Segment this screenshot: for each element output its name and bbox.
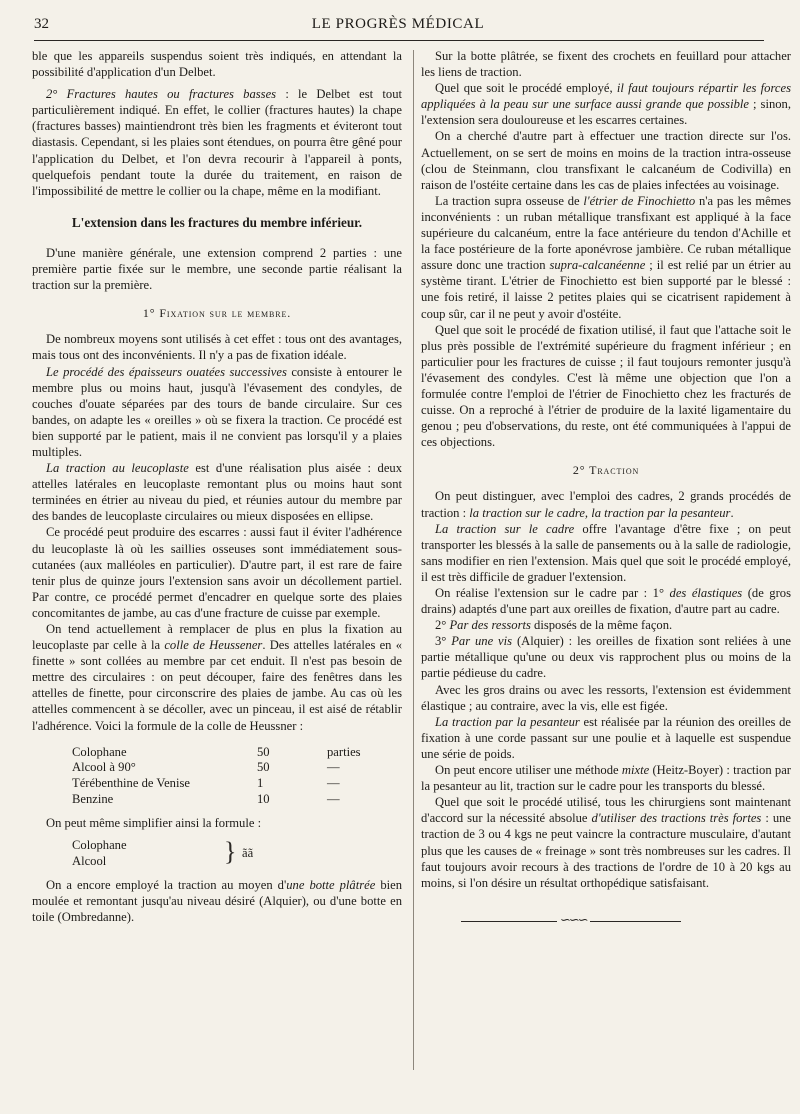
paragraph-text: On peut encore utiliser une méthode bbox=[435, 763, 622, 778]
paragraph bbox=[32, 460, 402, 524]
ingredient-unit: — bbox=[327, 792, 340, 807]
emphasis: d'utiliser des tractions très fortes bbox=[591, 811, 762, 826]
emphasis: la traction sur le cadre, la traction par la pesanteur bbox=[469, 505, 731, 520]
emphasis: Par une vis bbox=[451, 634, 513, 649]
paragraph-text: 3° bbox=[435, 634, 452, 649]
ingredient-qty: 50 bbox=[257, 760, 270, 775]
paragraph-text: est d'une réalisation plus aisée : deux attelles latérales en leucoplaste remontant plus ou moins haut sont terminées en étrier au niveau du pied, et réunies autour du membre par des bandes de leucoplaste circulaires ou mieux disposées en ellipse. bbox=[32, 461, 403, 524]
ingredient-unit: — bbox=[327, 776, 340, 791]
paragraph-text: On peut distinguer, avec l'emploi des cadres, 2 grands procédés de traction : bbox=[421, 489, 791, 520]
header-rule bbox=[34, 40, 764, 41]
emphasis: l'étrier de Finochietto bbox=[583, 193, 696, 208]
paragraph-text: disposés de la même façon. bbox=[530, 618, 673, 633]
emphasis: supra-calcanéenne bbox=[549, 258, 646, 273]
recipe-row bbox=[72, 759, 402, 775]
emphasis: des élastiques bbox=[669, 586, 743, 600]
ornament-flourish: ∽∽∽ bbox=[557, 912, 590, 928]
column-separator bbox=[413, 50, 414, 1070]
emphasis: La traction sur le cadre bbox=[435, 521, 575, 536]
right-column bbox=[421, 48, 791, 927]
paragraph bbox=[32, 364, 402, 461]
ingredient-name: Benzine bbox=[72, 792, 114, 807]
paragraph: On peut même simplifier ainsi la formule : bbox=[46, 815, 262, 830]
ingredient-name: Alcool bbox=[72, 853, 107, 868]
emphasis: La traction au leucoplaste bbox=[46, 461, 189, 476]
ingredient-qty: 1 bbox=[257, 776, 264, 791]
recipe-table bbox=[72, 744, 402, 807]
emphasis: mixte bbox=[621, 763, 650, 778]
paragraph bbox=[421, 521, 791, 585]
paragraph bbox=[32, 621, 402, 734]
brace-glyph: } bbox=[224, 836, 237, 866]
ingredient-name: Térébenthine de Venise bbox=[72, 776, 190, 791]
paragraph-text: (Alquier) : les oreilles de fixation sont reliées à une partie métallique qu'une ou deux vis rapprochent plus ou moins de la partie pédieuse du cadre. bbox=[421, 634, 791, 681]
emphasis: colle de Heussener bbox=[164, 638, 263, 653]
recipe-row bbox=[72, 744, 402, 760]
ingredient-qty: 10 bbox=[257, 792, 270, 807]
paragraph: ble que les appareils suspendus soient très indiqués, en attendant la possibilité d'application d'un Delbet. bbox=[32, 49, 402, 80]
paragraph-text: Quel que soit le procédé employé, bbox=[435, 81, 617, 96]
emphasis: une botte plâtrée bbox=[286, 877, 376, 892]
emphasis: Le procédé des épaisseurs ouatées successives bbox=[46, 364, 287, 379]
paragraph-text: (de gros drains) adaptés d'une part aux oreilles de fixation, d'autre part au cadre. bbox=[421, 586, 791, 617]
paragraph-text: bien moulée et remontant jusqu'au niveau désiré (Alquier), ou d'une botte en toile (Ombredanne). bbox=[32, 877, 403, 924]
paragraph-text: : une traction de 3 ou 4 kgs ne peut vaincre la contracture musculaire, d'autant plus que les causes de « freinage » sont très nombreuses sur les cadres. Il faut toujours avoir recours à des tractions de l'ordre de 10 à 20 kgs au moins, si l'on désire un résultat orthopédique satisfaisant. bbox=[421, 811, 792, 890]
equal-parts-mark: ãã bbox=[242, 845, 254, 860]
paragraph-text: . bbox=[730, 505, 734, 520]
paragraph-text: On réalise l'extension sur le cadre par : 1° bbox=[435, 586, 670, 600]
ingredient-name: Colophane bbox=[72, 837, 127, 852]
paragraph bbox=[421, 633, 791, 681]
paragraph-text: n'a pas les mêmes inconvénients : un ruban métallique transfixant est appliqué à la face supérieure du calcanéum, entre la face antérieure du tendon d'Achille et la face postérieure de la forte aponévrose jambière. Ce ruban métallique assure donc une traction bbox=[421, 193, 791, 273]
recipe-row bbox=[72, 791, 402, 807]
paragraph bbox=[32, 877, 402, 925]
ingredient-qty: 50 bbox=[257, 744, 270, 759]
paragraph bbox=[421, 762, 791, 794]
ingredient-name: Alcool à 90° bbox=[72, 760, 136, 775]
emphasis: 2° Fractures hautes ou fractures basses bbox=[46, 87, 277, 102]
ingredient-unit: — bbox=[327, 760, 340, 775]
emphasis: il faut toujours répartir les forces appliquées à la peau sur une surface aussi grande que possible bbox=[421, 81, 791, 112]
simplified-recipe bbox=[72, 837, 402, 869]
paragraph-text: : le Delbet est tout particulièrement indiqué. En effet, le collier (fractures hautes) la chape (fractures basses) maintiendront très bien les fragments et éviteront tout diastasis. Cependant, si les plaies sont étendues, on pourra être gêné pour l'application du Delbet, et l'on devra recourir à l'appareil à ponts, quelquefois pendant toute la durée du traitement, en raison de l'impossibilité de mettre le collier ou la chape, même en la modifiant. bbox=[32, 87, 402, 198]
paragraph bbox=[421, 193, 791, 322]
ingredient-unit: parties bbox=[327, 744, 361, 759]
paragraph: Ce procédé peut produire des escarres : aussi faut il éviter l'adhérence du leucoplaste là où les saillies osseuses sont immédiatement sous-cutanées (aux malléoles en particulier). D'autre part, il est rare de faire tenir plus de quinze jours l'extension sans avoir un décollement partiel. Par contre, ce procédé permet d'encadrer en quelque sorte des plaies concomitantes de jambe, au cas d'une fracture de cuisse par exemple. bbox=[32, 525, 402, 620]
page-number: 32 bbox=[34, 16, 49, 32]
end-ornament bbox=[461, 911, 791, 927]
paragraph: On a cherché d'autre part à effectuer une traction directe sur l'os. Actuellement, on se sert de moins en moins de la traction intra-osseuse (clou de Steinmann, clou transfixant le calcanéum de Codivilla) en raison de l'ostéite certaine dans les cas de plaies infectées au voisinage. bbox=[421, 129, 791, 192]
paragraph bbox=[421, 80, 791, 128]
paragraph bbox=[421, 617, 791, 633]
paragraph bbox=[421, 488, 791, 520]
paragraph-text: ; il est relié par un étrier au système tirant. L'étrier de Finochietto est bien supporté par le blessé : une fois retiré, il laisse 2 petites plaies qui se cicatrisent rapidement à coup sûr, car il ne peut y avoir d'ostéite. bbox=[421, 258, 791, 321]
paragraph: Sur la botte plâtrée, se fixent des crochets en feuillard pour attacher les liens de traction. bbox=[421, 49, 791, 80]
paragraph: Quel que soit le procédé de fixation utilisé, il faut que l'attache soit le plus près possible de l'extrémité supérieure du fragment inférieur ; en particulier pour les fractures de cuisse ; il faut toujours remonter jusqu'à l'évasement des condyles. C'est là même une objection que l'on a formulée contre l'emploi de l'étrier de Finochietto chez les fracturés de cuisse. On a reproché à l'étrier de produire de la laxité ligamentaire du genou ; peu d'observations, du reste, ont été communiquées à l'appui de ces objections. bbox=[421, 322, 791, 450]
paragraph bbox=[421, 585, 791, 617]
subsection-title: 1° Fixation sur le membre. bbox=[142, 306, 292, 321]
paragraph bbox=[32, 86, 402, 199]
paragraph bbox=[421, 714, 791, 762]
emphasis: Par des ressorts bbox=[449, 618, 531, 633]
paragraph-text: La traction supra osseuse de bbox=[435, 193, 584, 208]
paragraph-text: est réalisée par la réunion des oreilles de fixation à une corde passant sur une poulie et à laquelle est suspendue une série de poids. bbox=[421, 714, 792, 761]
section-title: L'extension dans les fractures du membre inférieur. bbox=[71, 214, 363, 230]
paragraph-text: offre l'avantage d'être fixe ; on peut transporter les blessés à la salle de pansements ou à la salle de radiologie, sans modifier en rien l'extension. Mais quel que soit le procédé employé, il est très difficile de graduer l'extension. bbox=[421, 521, 792, 584]
paragraph: De nombreux moyens sont utilisés à cet effet : tous ont des avantages, mais tous ont des inconvénients. Il n'y a pas de fixation idéale. bbox=[32, 332, 402, 363]
paragraph: Avec les gros drains ou avec les ressorts, l'extension est évidemment élastique ; au contraire, avec la vis, elle est figée. bbox=[421, 682, 791, 713]
paragraph: D'une manière générale, une extension comprend 2 parties : une première partie fixée sur le membre, une seconde partie réalisant la traction sur la première. bbox=[32, 245, 402, 293]
subsection-title: 2° Traction bbox=[572, 463, 640, 478]
paragraph-text: 2° bbox=[435, 618, 450, 633]
paragraph-text: On tend actuellement à remplacer de plus en plus la fixation au leucoplaste par celle à la bbox=[32, 622, 402, 653]
journal-title: LE PROGRÈS MÉDICAL bbox=[311, 16, 485, 32]
paragraph bbox=[421, 794, 791, 891]
paragraph-text: consiste à entourer le membre plus ou moins haut, jusqu'à l'évasement des condyles, de couches d'ouate séparées par des tours de bande circulaire. Sur ces bandes, on adapte les « oreilles » où se fixera la traction. Ce procédé est bien supporté par le patient, mais il ne convient pas lorsqu'il y a plaies multiples. bbox=[32, 364, 402, 459]
paragraph-text: (Heitz-Boyer) : traction par la pesanteur au lit, traction sur le cadre pour les transports du blessé. bbox=[421, 763, 791, 794]
page-header bbox=[34, 14, 762, 40]
left-column bbox=[32, 48, 402, 925]
recipe-row bbox=[72, 775, 402, 791]
emphasis: La traction par la pesanteur bbox=[435, 714, 580, 729]
paragraph-text: Quel que soit le procédé utilisé, tous les chirurgiens sont maintenant d'accord sur la nécessité absolue bbox=[421, 795, 791, 826]
paragraph-text: On a encore employé la traction au moyen d' bbox=[46, 877, 287, 892]
ingredient-name: Colophane bbox=[72, 744, 127, 759]
paragraph-text: ; sinon, l'extension sera douloureuse et les escarres certaines. bbox=[421, 97, 791, 128]
paragraph-text: . Des attelles latérales en « finette » sont collées au membre par cet enduit. Il n'est pas besoin de mettre des circulaires : on peut découper, faire des fenêtres dans les attelles de finette, pour circonscrire des plaies de jambe. Au cas où les attelles commencent à se décoller, avec un pinceau, il est aisé de rétablir l'adhérence. Voici la formule de la colle de Heussner : bbox=[32, 638, 402, 733]
